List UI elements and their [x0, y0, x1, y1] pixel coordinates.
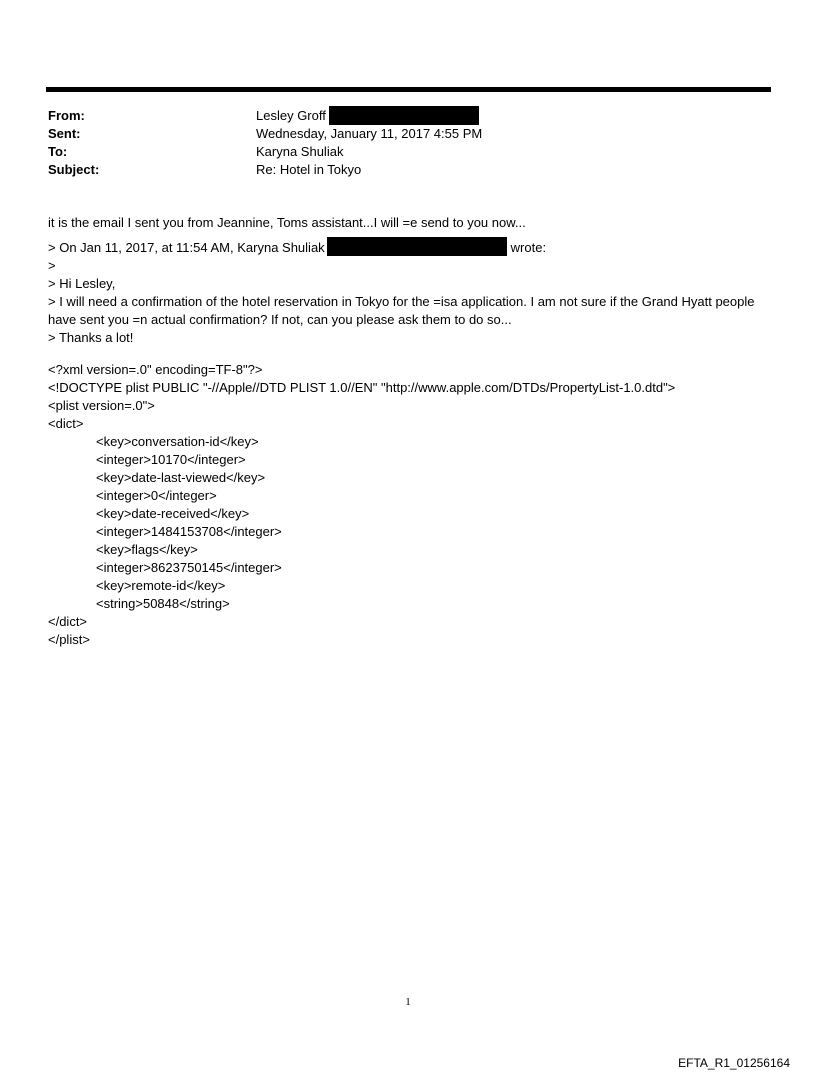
- plist-entry: <key>date-last-viewed</key>: [96, 470, 266, 485]
- plist-entry: <key>conversation-id</key>: [96, 434, 259, 449]
- sent-row: [48, 125, 748, 143]
- plist-entry: <string>50848</string>: [96, 596, 230, 611]
- subject-row: [48, 161, 748, 179]
- plist-entry: <key>remote-id</key>: [96, 578, 226, 593]
- subject-label: Subject:: [48, 162, 100, 177]
- sent-label: Sent:: [48, 126, 81, 141]
- from-row: [48, 107, 748, 125]
- plist-xml-declaration: <?xml version=.0" encoding=TF-8"?>: [48, 362, 263, 377]
- dict-close-tag: </dict>: [48, 614, 88, 629]
- to-value: Karyna Shuliak: [256, 144, 344, 159]
- quote-thanks-line: > Thanks a lot!: [48, 330, 134, 345]
- subject-value: Re: Hotel in Tokyo: [256, 162, 362, 177]
- quote-blank-line: >: [48, 258, 56, 273]
- document-id: EFTA_R1_01256164: [678, 1056, 790, 1070]
- plist-entry: <key>date-received</key>: [96, 506, 250, 521]
- plist-entry: <integer>0</integer>: [96, 488, 217, 503]
- sent-value: Wednesday, January 11, 2017 4:55 PM: [256, 126, 483, 141]
- quote-paragraph: > I will need a confirmation of the hotel reservation in Tokyo for the =isa application. I am not sure if the Grand Hyatt people have sent you =n actual confirmation? If not, can you please ask them to do so...: [48, 294, 755, 327]
- quote-intro-end: wrote:: [510, 240, 547, 255]
- plist-entry: <integer>1484153708</integer>: [96, 524, 282, 539]
- plist-doctype: <!DOCTYPE plist PUBLIC "-//Apple//DTD PLIST 1.0//EN" "http://www.apple.com/DTDs/PropertyList-1.0.dtd">: [48, 380, 676, 395]
- sender-name: Lesley Groff: [256, 108, 326, 123]
- plist-entry: <key>flags</key>: [96, 542, 198, 557]
- header-divider: [46, 87, 771, 92]
- email-header: [48, 107, 748, 179]
- dict-open-tag: <dict>: [48, 416, 84, 431]
- plist-entry: <integer>8623750145</integer>: [96, 560, 282, 575]
- to-label: To:: [48, 144, 68, 159]
- quote-intro-text: > On Jan 11, 2017, at 11:54 AM, Karyna Shuliak: [48, 240, 325, 255]
- plist-entry: <integer>10170</integer>: [96, 452, 246, 467]
- redacted-email-from: [329, 106, 479, 125]
- page-number: 1: [405, 996, 411, 1008]
- spacer: [48, 347, 758, 361]
- plist-close-tag: </plist>: [48, 632, 90, 647]
- to-row: [48, 143, 748, 161]
- from-value: [256, 107, 479, 125]
- reply-line: it is the email I sent you from Jeannine, Toms assistant...I will =e send to you now...: [48, 215, 526, 230]
- quote-greeting-line: > Hi Lesley,: [48, 276, 116, 291]
- from-label: From:: [48, 108, 85, 123]
- redacted-email-quote: [327, 237, 507, 256]
- plist-open-tag: <plist version=.0">: [48, 398, 155, 413]
- email-body: [48, 214, 758, 649]
- quote-intro-line: [48, 239, 758, 257]
